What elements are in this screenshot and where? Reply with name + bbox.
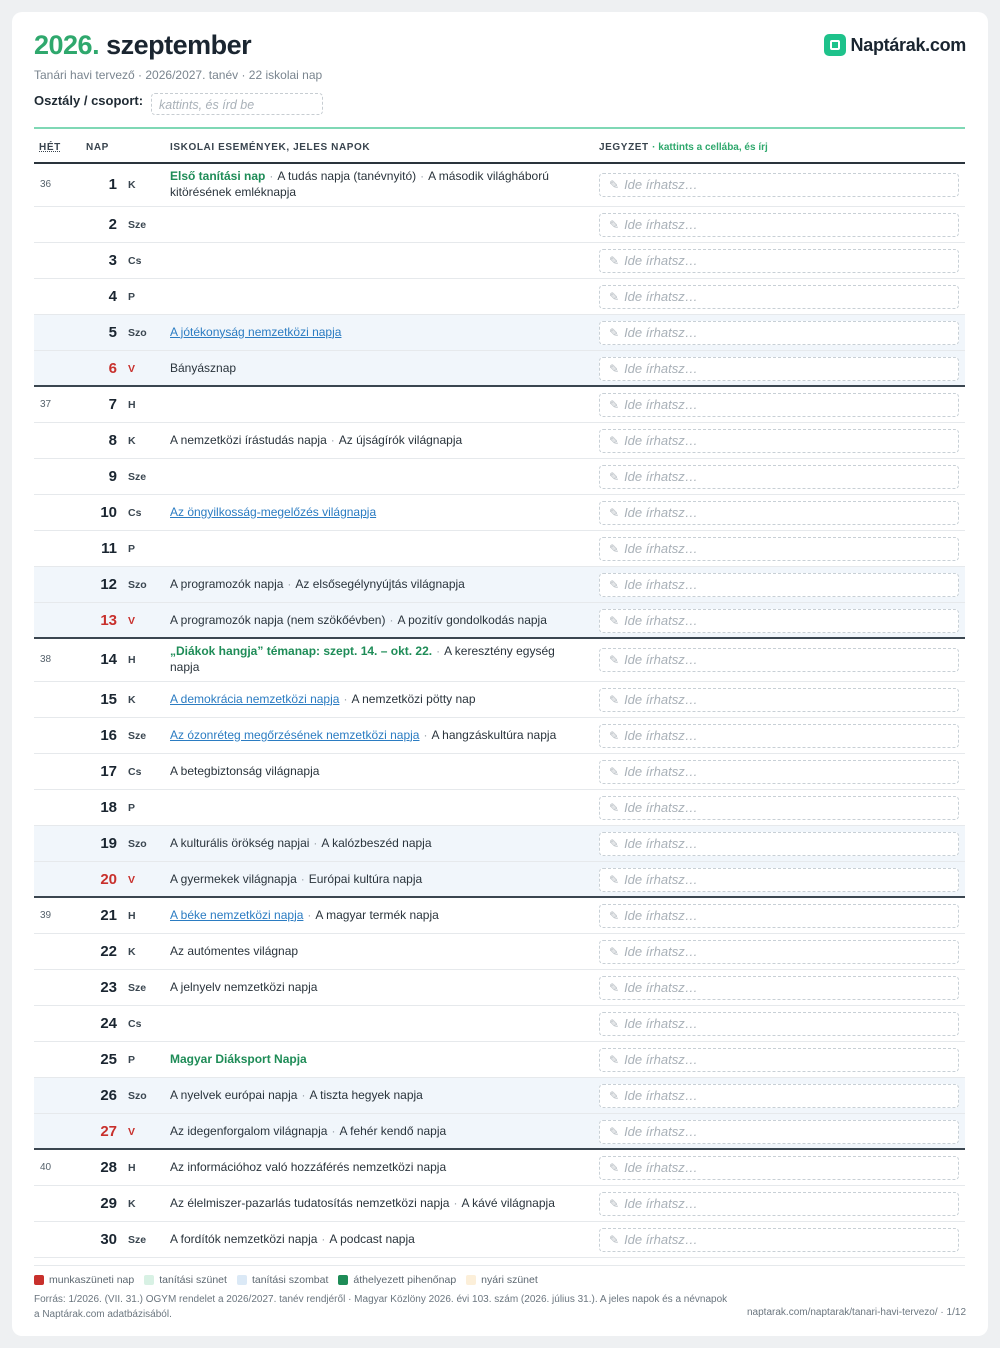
day-name: V	[128, 362, 136, 375]
note-placeholder: Ide írhatsz…	[624, 540, 698, 556]
pencil-icon: ✎	[609, 692, 620, 707]
event-text: A tudás napja (tanévnyitó)	[277, 169, 417, 183]
week-number: 37	[40, 398, 52, 410]
legend-item	[466, 1274, 538, 1286]
day-number: 21	[100, 906, 117, 924]
col-header-week: HÉT	[39, 142, 61, 153]
pencil-icon: ✎	[609, 469, 620, 484]
day-events	[170, 728, 570, 744]
day-number: 9	[108, 467, 117, 485]
note-field[interactable]	[599, 832, 959, 856]
day-number: 18	[100, 798, 117, 816]
day-number: 6	[108, 359, 117, 377]
day-row	[34, 279, 965, 315]
day-name: K	[128, 945, 136, 958]
day-number: 11	[101, 539, 117, 557]
day-number: 15	[100, 690, 117, 708]
note-field[interactable]	[599, 1012, 959, 1036]
day-number: 28	[100, 1158, 117, 1176]
footer-divider	[34, 1265, 965, 1266]
week-number: 36	[40, 179, 52, 190]
day-number: 4	[108, 287, 117, 305]
day-events	[170, 613, 570, 629]
day-row	[34, 603, 965, 639]
day-name: K	[128, 693, 136, 706]
event-text: A nyelvek európai napja	[170, 1087, 298, 1102]
note-field[interactable]	[599, 501, 959, 525]
legend-item	[144, 1274, 227, 1286]
event-link[interactable]: Az öngyilkosság-megelőzés világnapja	[170, 504, 377, 519]
note-field[interactable]	[599, 609, 959, 633]
day-number: 1	[108, 176, 117, 193]
event-separator: ·	[331, 1123, 336, 1138]
event-text: A pozitív gondolkodás napja	[397, 612, 547, 627]
day-row	[34, 898, 965, 934]
title-year: 2026.	[34, 30, 100, 60]
day-name: P	[128, 290, 136, 303]
day-row	[34, 1078, 965, 1114]
pencil-icon: ✎	[609, 541, 620, 556]
note-placeholder: Ide írhatsz…	[624, 943, 698, 959]
day-name: V	[128, 614, 136, 627]
note-field[interactable]	[599, 688, 959, 712]
note-placeholder: Ide írhatsz…	[624, 799, 698, 815]
day-row	[34, 790, 965, 826]
day-row	[34, 754, 965, 790]
day-name: Cs	[128, 765, 142, 778]
pencil-icon: ✎	[609, 505, 620, 520]
day-number: 10	[100, 503, 117, 521]
note-placeholder: Ide írhatsz…	[624, 432, 698, 448]
legend-label: munkaszüneti nap	[49, 1274, 135, 1286]
pencil-icon: ✎	[609, 1232, 620, 1247]
note-field[interactable]	[599, 648, 959, 672]
event-text: A fehér kendő napja	[339, 1123, 447, 1138]
day-name: Sze	[128, 981, 147, 994]
event-separator: ·	[300, 871, 305, 886]
event-text: A hangzáskultúra napja	[431, 727, 557, 742]
note-placeholder: Ide írhatsz…	[624, 1051, 698, 1067]
note-field[interactable]	[599, 904, 959, 928]
legend-item	[34, 1274, 134, 1286]
day-events	[170, 169, 570, 200]
legend	[34, 1274, 548, 1286]
event-separator: ·	[313, 835, 318, 850]
note-field[interactable]	[599, 1156, 959, 1180]
event-text: A kalózbeszéd napja	[321, 835, 432, 850]
header-divider	[34, 127, 965, 129]
note-placeholder: Ide írhatsz…	[624, 468, 698, 484]
note-field[interactable]	[599, 1192, 959, 1216]
day-name: Sze	[128, 1233, 147, 1246]
pencil-icon: ✎	[609, 253, 620, 268]
event-text: A keresztény egység napja	[170, 644, 555, 674]
pencil-icon: ✎	[609, 397, 620, 412]
day-number: 22	[100, 942, 117, 960]
legend-label: tanítási szünet	[159, 1274, 227, 1286]
day-events	[170, 980, 570, 996]
event-text: A jelnyelv nemzetközi napja	[170, 979, 318, 994]
pencil-icon: ✎	[609, 289, 620, 304]
day-number: 17	[100, 762, 117, 780]
day-row	[34, 718, 965, 754]
day-events	[170, 908, 570, 924]
event-separator: ·	[420, 169, 425, 183]
event-text: A betegbiztonság világnapja	[170, 763, 320, 778]
page-title	[34, 30, 251, 61]
event-text: A tiszta hegyek napja	[309, 1087, 423, 1102]
day-number: 29	[100, 1194, 117, 1212]
note-placeholder: Ide írhatsz…	[624, 360, 698, 376]
day-row	[34, 1150, 965, 1186]
day-row	[34, 423, 965, 459]
event-separator: ·	[287, 576, 292, 591]
day-events	[170, 836, 570, 852]
day-events	[170, 872, 570, 888]
legend-swatch	[466, 1275, 476, 1285]
day-table	[34, 164, 965, 1258]
legend-label: tanítási szombat	[251, 1274, 329, 1286]
event-link[interactable]: A béke nemzetközi napja	[170, 907, 304, 922]
day-number: 23	[100, 978, 117, 996]
day-events	[170, 1052, 570, 1068]
event-text: Az idegenforgalom világnapja	[170, 1123, 328, 1138]
day-name: K	[128, 179, 136, 191]
day-events	[170, 644, 570, 675]
legend-item	[338, 1274, 456, 1286]
pencil-icon: ✎	[609, 728, 620, 743]
event-text: A nemzetközi pötty nap	[351, 691, 476, 706]
note-field[interactable]	[599, 249, 959, 273]
day-row	[34, 639, 965, 682]
note-placeholder: Ide írhatsz…	[624, 1087, 698, 1103]
note-placeholder: Ide írhatsz…	[624, 612, 698, 628]
day-name: H	[128, 654, 136, 666]
day-events	[170, 1124, 570, 1140]
note-placeholder: Ide írhatsz…	[624, 396, 698, 412]
note-placeholder: Ide írhatsz…	[624, 216, 698, 232]
day-number: 13	[100, 611, 117, 629]
event-separator: ·	[453, 1195, 458, 1210]
pencil-icon: ✎	[609, 800, 620, 815]
day-number: 14	[100, 651, 117, 668]
pencil-icon: ✎	[609, 1088, 620, 1103]
note-placeholder: Ide írhatsz…	[624, 1123, 698, 1139]
pencil-icon: ✎	[609, 908, 620, 923]
day-name: P	[128, 1053, 136, 1066]
day-row	[34, 826, 965, 862]
class-label: Osztály / csoport:	[34, 93, 144, 108]
note-placeholder: Ide írhatsz…	[624, 504, 698, 520]
day-name: Sze	[128, 470, 147, 483]
col-header-note-label: JEGYZET	[599, 142, 649, 153]
event-separator: ·	[423, 727, 428, 742]
event-separator: ·	[321, 1231, 326, 1246]
week-number: 40	[40, 1161, 52, 1173]
event-text: Az információhoz való hozzáférés nemzetközi napja	[170, 1159, 447, 1174]
day-row	[34, 862, 965, 898]
note-field[interactable]	[599, 1048, 959, 1072]
event-text: A nemzetközi írástudás napja	[170, 432, 327, 447]
day-number: 30	[100, 1230, 117, 1248]
day-name: K	[128, 434, 136, 447]
pencil-icon: ✎	[609, 1016, 620, 1031]
note-placeholder: Ide írhatsz…	[624, 1231, 698, 1247]
pencil-icon: ✎	[609, 325, 620, 340]
day-row	[34, 459, 965, 495]
day-row	[34, 243, 965, 279]
week-number: 38	[40, 654, 52, 665]
planner-page	[12, 12, 988, 1336]
event-text: A programozók napja (nem szökőévben)	[170, 612, 386, 627]
legend-swatch	[237, 1275, 247, 1285]
note-field[interactable]	[599, 393, 959, 417]
day-number: 8	[108, 431, 117, 449]
day-name: H	[128, 398, 136, 411]
note-placeholder: Ide írhatsz…	[624, 1015, 698, 1031]
event-text: A podcast napja	[329, 1231, 415, 1246]
pencil-icon: ✎	[609, 577, 620, 592]
day-row	[34, 567, 965, 603]
day-name: V	[128, 1125, 136, 1138]
note-placeholder: Ide írhatsz…	[624, 763, 698, 779]
event-text: A kávé világnapja	[461, 1195, 555, 1210]
event-separator: ·	[389, 612, 394, 627]
pencil-icon: ✎	[609, 613, 620, 628]
day-name: H	[128, 909, 136, 922]
day-row	[34, 934, 965, 970]
pencil-icon: ✎	[609, 178, 620, 192]
legend-swatch	[34, 1275, 44, 1285]
col-header-note	[599, 140, 768, 162]
day-number: 3	[108, 251, 117, 269]
note-field[interactable]	[599, 573, 959, 597]
event-separator: ·	[330, 432, 335, 447]
note-field[interactable]	[599, 429, 959, 453]
day-events	[170, 944, 570, 960]
day-events	[170, 1196, 570, 1212]
logo-text: Naptárak.com	[850, 34, 966, 55]
event-text: „Diákok hangja” témanap: szept. 14. – okt. 22.	[170, 644, 433, 658]
note-field[interactable]	[599, 760, 959, 784]
event-text: A magyar termék napja	[315, 907, 439, 922]
day-row	[34, 682, 965, 718]
site-logo[interactable]	[824, 33, 966, 57]
event-text: Európai kultúra napja	[308, 871, 423, 886]
note-placeholder: Ide írhatsz…	[624, 907, 698, 923]
event-link[interactable]: A jótékonyság nemzetközi napja	[170, 324, 342, 339]
note-field[interactable]	[599, 796, 959, 820]
note-field[interactable]	[599, 285, 959, 309]
day-events	[170, 764, 570, 780]
day-row	[34, 207, 965, 243]
event-separator: ·	[343, 691, 348, 706]
week-number: 39	[40, 909, 52, 921]
note-placeholder: Ide írhatsz…	[624, 871, 698, 887]
note-placeholder: Ide írhatsz…	[624, 252, 698, 268]
note-placeholder: Ide írhatsz…	[624, 1159, 698, 1175]
page-url: naptarak.com/naptarak/tanari-havi-tervezo/ · 1/12	[747, 1307, 966, 1318]
pencil-icon: ✎	[609, 653, 620, 667]
pencil-icon: ✎	[609, 872, 620, 887]
day-row	[34, 351, 965, 387]
day-number: 7	[108, 395, 117, 413]
day-number: 27	[100, 1122, 117, 1140]
note-placeholder: Ide írhatsz…	[624, 324, 698, 340]
note-placeholder: Ide írhatsz…	[624, 177, 698, 192]
day-name: Szo	[128, 578, 147, 591]
day-name: Cs	[128, 254, 142, 267]
day-events	[170, 577, 570, 593]
day-name: Sze	[128, 729, 147, 742]
note-field[interactable]	[599, 976, 959, 1000]
day-name: Cs	[128, 506, 142, 519]
legend-swatch	[338, 1275, 348, 1285]
note-placeholder: Ide írhatsz…	[624, 288, 698, 304]
source-note: Forrás: 1/2026. (VII. 31.) OGYM rendelet a 2026/2027. tanév rendjéről · Magyar Közlöny 2026. évi 103. szám (2026. július 31.). A jeles napok és a névnapok a Naptárak.com adatbázisából.	[34, 1294, 728, 1320]
note-field[interactable]	[599, 213, 959, 237]
day-number: 25	[100, 1050, 117, 1068]
day-row	[34, 970, 965, 1006]
pencil-icon: ✎	[609, 836, 620, 851]
event-text: A kulturális örökség napjai	[170, 835, 310, 850]
legend-item	[237, 1274, 328, 1286]
day-name: Szo	[128, 326, 147, 339]
note-field[interactable]	[599, 357, 959, 381]
day-name: P	[128, 542, 136, 555]
note-placeholder: Ide írhatsz…	[624, 727, 698, 743]
note-placeholder: Ide írhatsz…	[624, 652, 698, 667]
event-text: A második világháború kitörésének emléknapja	[170, 169, 549, 199]
day-number: 20	[100, 870, 117, 888]
day-events	[170, 692, 570, 708]
event-link[interactable]: Az ózonréteg megőrzésének nemzetközi napja	[170, 727, 420, 742]
event-text: Az újságírók világnapja	[338, 432, 463, 447]
day-number: 19	[100, 834, 117, 852]
pencil-icon: ✎	[609, 1160, 620, 1175]
day-name: Szo	[128, 1089, 147, 1102]
day-number: 12	[100, 575, 117, 593]
day-events	[170, 1088, 570, 1104]
day-name: Szo	[128, 837, 147, 850]
day-events	[170, 361, 570, 377]
day-name: K	[128, 1197, 136, 1210]
note-field[interactable]	[599, 321, 959, 345]
pencil-icon: ✎	[609, 361, 620, 376]
class-input[interactable]: kattints, és írd be	[151, 93, 323, 115]
note-field[interactable]	[599, 1228, 959, 1252]
event-text: Bányásznap	[170, 360, 237, 375]
day-row	[34, 1186, 965, 1222]
event-text: Az élelmiszer-pazarlás tudatosítás nemzetközi napja	[170, 1195, 450, 1210]
day-events	[170, 505, 570, 521]
day-name: Sze	[128, 218, 147, 231]
day-row	[34, 315, 965, 351]
col-header-day: NAP	[86, 142, 109, 153]
day-number: 24	[100, 1014, 117, 1032]
day-row	[34, 1006, 965, 1042]
note-placeholder: Ide írhatsz…	[624, 1195, 698, 1211]
day-row	[34, 164, 965, 207]
pencil-icon: ✎	[609, 1052, 620, 1067]
event-link[interactable]: A demokrácia nemzetközi napja	[170, 691, 340, 706]
day-events	[170, 325, 570, 341]
event-text: A gyermekek világnapja	[170, 871, 297, 886]
day-events	[170, 433, 570, 449]
event-text: Az elsősegélynyújtás világnapja	[295, 576, 465, 591]
day-name: P	[128, 801, 136, 814]
day-row	[34, 495, 965, 531]
day-number: 26	[100, 1086, 117, 1104]
note-field[interactable]	[599, 868, 959, 892]
note-field[interactable]	[599, 173, 959, 197]
col-header-note-hint: · kattints a cellába, és írj	[652, 142, 768, 153]
legend-label: áthelyezett pihenőnap	[353, 1274, 457, 1286]
logo-icon	[824, 34, 846, 56]
col-header-events: ISKOLAI ESEMÉNYEK, JELES NAPOK	[170, 142, 371, 153]
pencil-icon: ✎	[609, 433, 620, 448]
event-text: A programozók napja	[170, 576, 284, 591]
pencil-icon: ✎	[609, 217, 620, 232]
pencil-icon: ✎	[609, 1124, 620, 1139]
day-number: 16	[100, 726, 117, 744]
title-month: szeptember	[106, 30, 252, 60]
day-row	[34, 1042, 965, 1078]
day-events	[170, 1232, 570, 1248]
day-row	[34, 387, 965, 423]
day-row	[34, 1222, 965, 1258]
legend-swatch	[144, 1275, 154, 1285]
pencil-icon: ✎	[609, 980, 620, 995]
note-placeholder: Ide írhatsz…	[624, 835, 698, 851]
event-text: A fordítók nemzetközi napja	[170, 1231, 318, 1246]
note-field[interactable]	[599, 1084, 959, 1108]
day-number: 2	[108, 215, 117, 233]
event-text: Első tanítási nap	[170, 169, 266, 183]
event-separator: ·	[301, 1087, 306, 1102]
note-placeholder: Ide írhatsz…	[624, 979, 698, 995]
day-name: V	[128, 873, 136, 886]
day-row	[34, 531, 965, 567]
event-separator: ·	[307, 907, 312, 922]
event-separator: ·	[436, 644, 441, 658]
legend-label: nyári szünet	[481, 1274, 538, 1286]
note-field[interactable]	[599, 465, 959, 489]
note-field[interactable]	[599, 537, 959, 561]
day-row	[34, 1114, 965, 1150]
note-field[interactable]	[599, 1120, 959, 1144]
event-text: Magyar Diáksport Napja	[170, 1051, 307, 1066]
day-events	[170, 1160, 570, 1176]
event-separator: ·	[269, 169, 274, 183]
note-field[interactable]	[599, 940, 959, 964]
note-field[interactable]	[599, 724, 959, 748]
page-subtitle: Tanári havi tervező · 2026/2027. tanév · 22 iskolai nap	[34, 68, 323, 82]
pencil-icon: ✎	[609, 1196, 620, 1211]
day-name: H	[128, 1161, 136, 1174]
note-placeholder: Ide írhatsz…	[624, 576, 698, 592]
day-number: 5	[108, 323, 117, 341]
pencil-icon: ✎	[609, 944, 620, 959]
day-name: Cs	[128, 1017, 142, 1030]
event-text: Az autómentes világnap	[170, 943, 299, 958]
pencil-icon: ✎	[609, 764, 620, 779]
note-placeholder: Ide írhatsz…	[624, 691, 698, 707]
